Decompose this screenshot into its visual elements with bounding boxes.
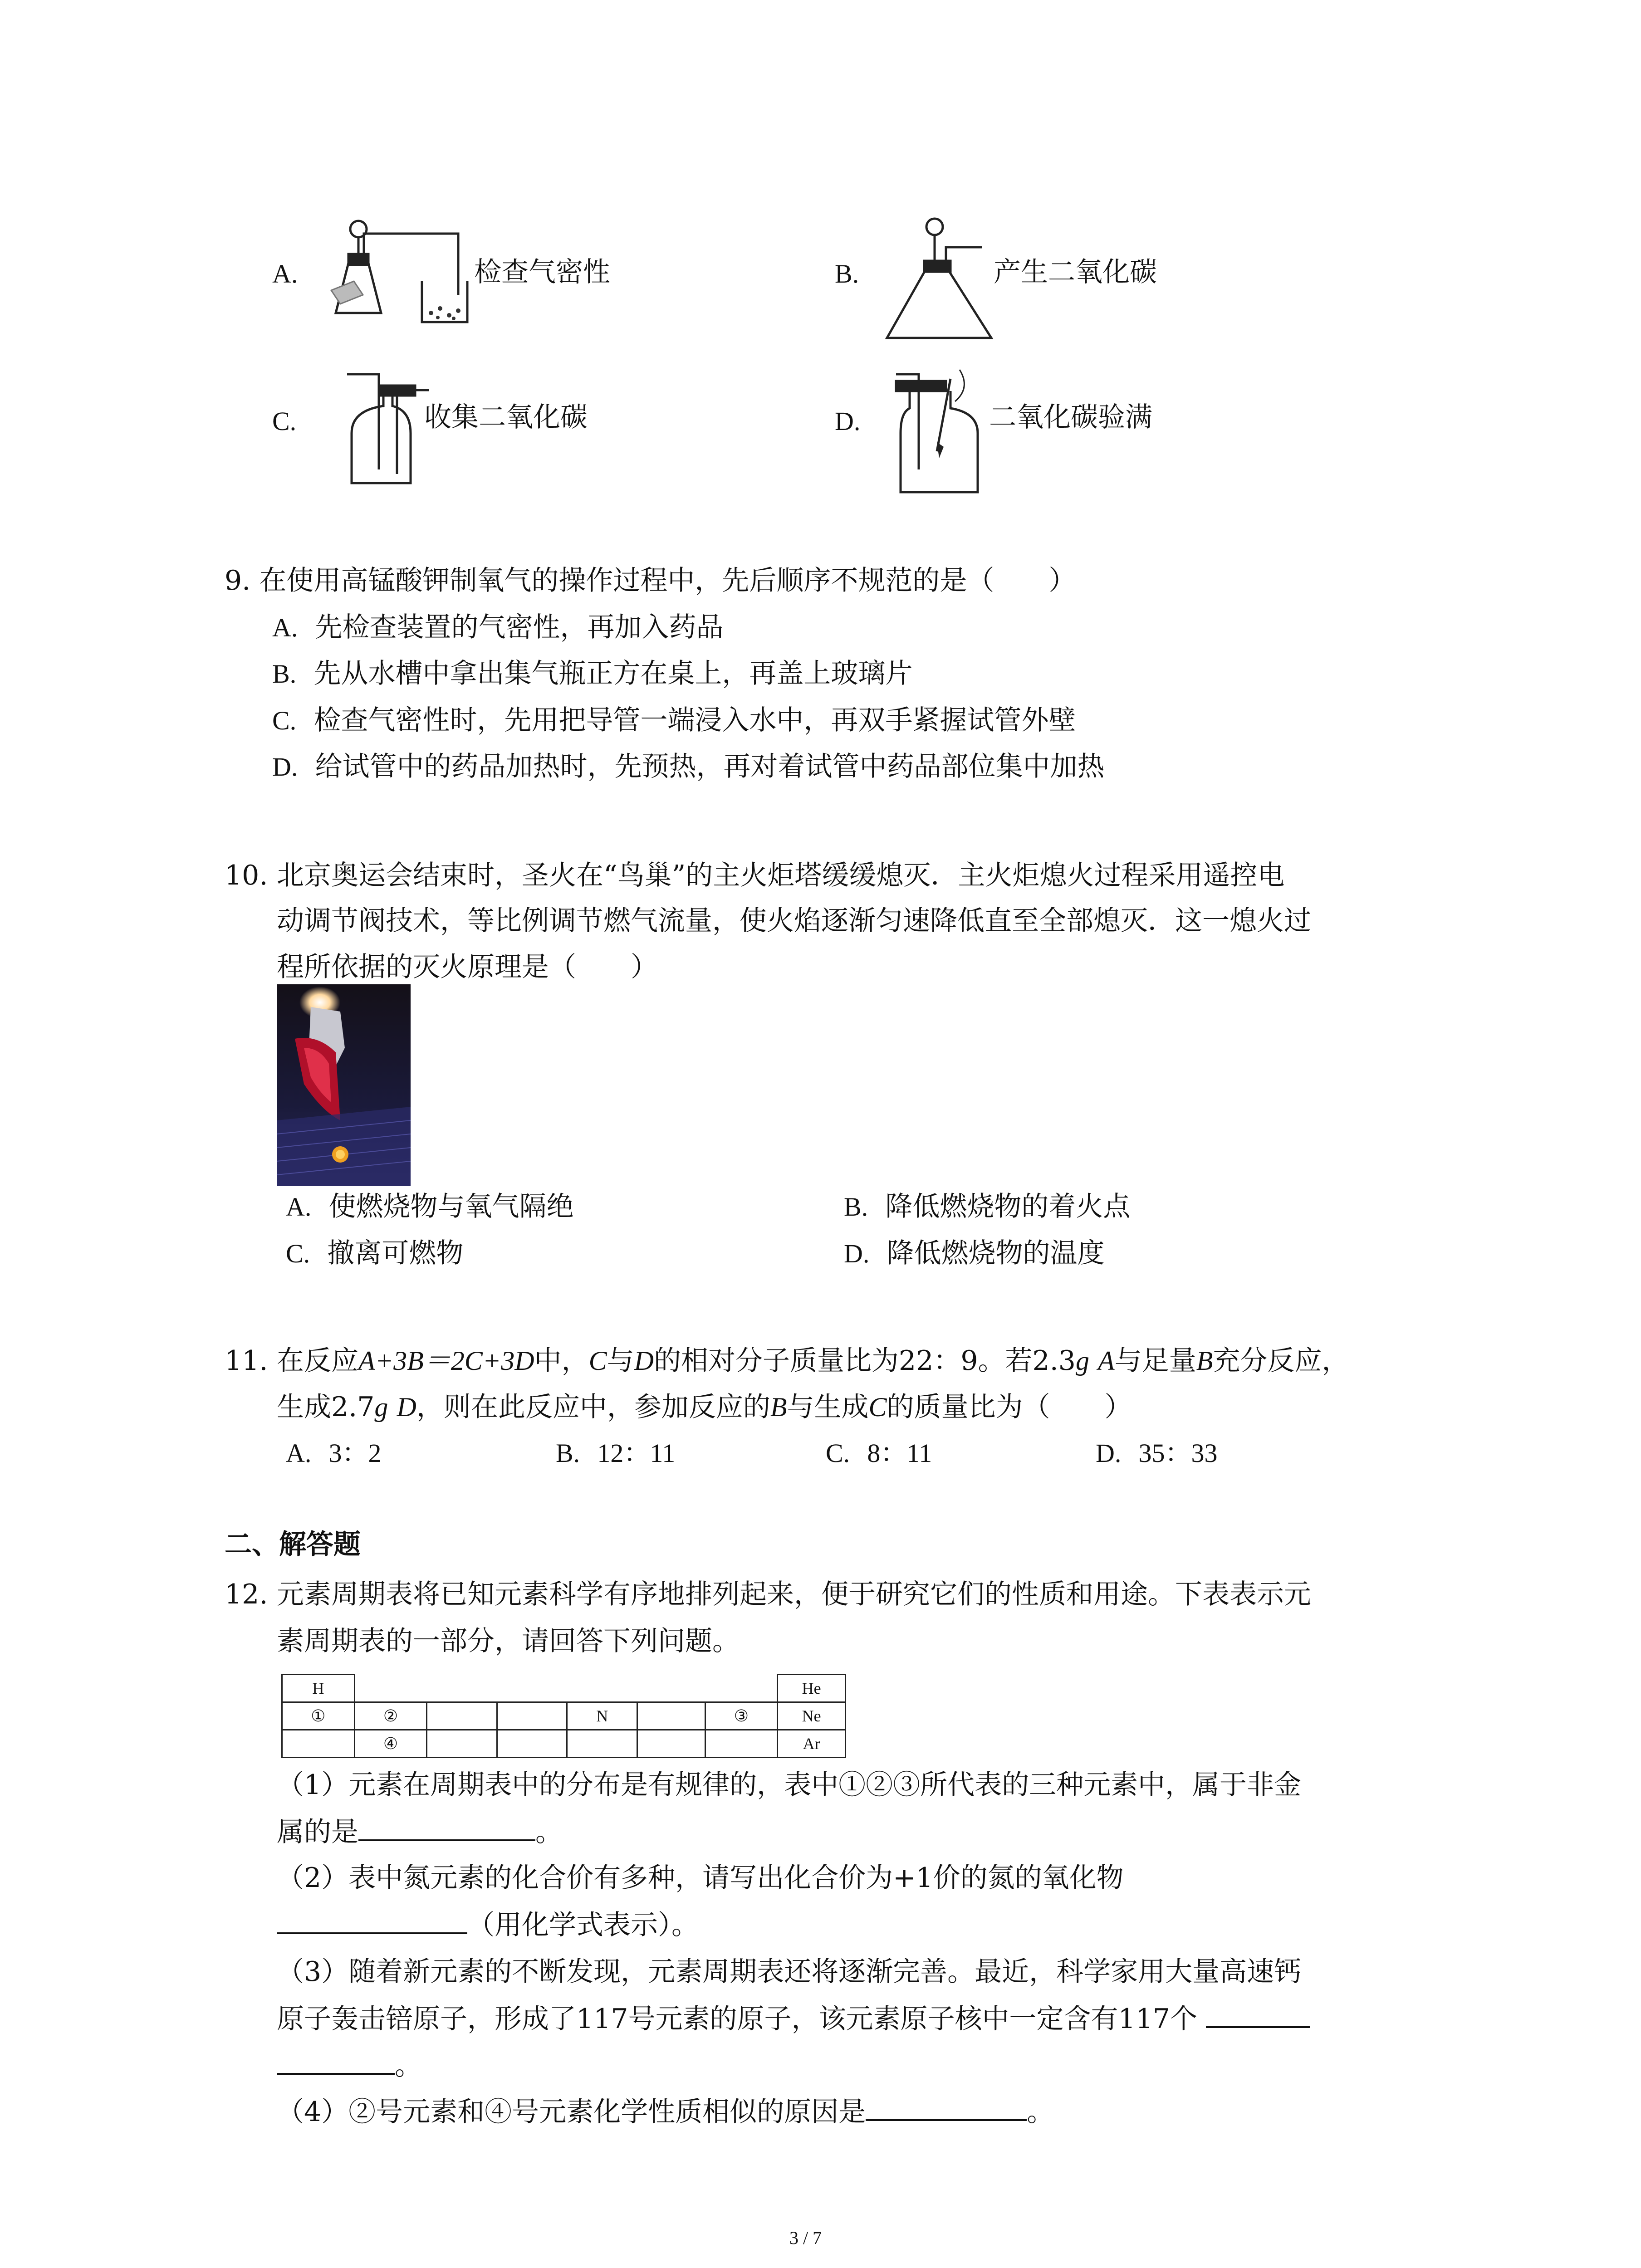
q12-sub1-line-1: （1）元素在周期表中的分布是有规律的，表中①②③所代表的三种元素中，属于非金 <box>277 1769 1302 1801</box>
answer-blank-1[interactable] <box>358 1816 535 1841</box>
q11-number: 11. <box>225 1345 268 1377</box>
section-title: 二、解答题 <box>225 1529 361 1560</box>
cell-1: ① <box>282 1702 355 1730</box>
q9-option-c: C. 检查气密性时，先用把导管一端浸入水中，再双手紧握试管外壁 <box>272 704 1076 736</box>
cell-ar: Ar <box>778 1730 846 1758</box>
page-number: 3 / 7 <box>789 2228 822 2248</box>
cell-he: He <box>778 1675 846 1702</box>
q8-option-d-text: 二氧化碳验满 <box>989 401 1152 433</box>
q8-option-a-text: 检查气密性 <box>474 256 610 288</box>
q9-option-b: B. 先从水槽中拿出集气瓶正方在桌上，再盖上玻璃片 <box>272 658 913 689</box>
gas-collection-bottle-icon <box>338 361 429 492</box>
q8-option-a-label: A. <box>272 259 298 288</box>
q11-option-d: D. 35：33 <box>1096 1438 1218 1468</box>
cell-2: ② <box>354 1702 427 1730</box>
q10-option-a: A. 使燃烧物与氧气隔绝 <box>286 1191 574 1222</box>
q9-stem <box>225 565 1076 596</box>
cell-4: ④ <box>354 1730 427 1758</box>
q11-stem-line-2: 生成2.7g D，则在此反应中，参加反应的B与生成C的质量比为（ ） <box>277 1391 1132 1423</box>
q9-number: 9. <box>225 565 251 596</box>
answer-blank-3a[interactable] <box>1206 2003 1310 2028</box>
cell-3: ③ <box>705 1702 778 1730</box>
q12-sub3-line-2: 原子轰击锫原子，形成了117号元素的原子，该元素原子核中一定含有117个 <box>277 2003 1310 2035</box>
q12-stem-line-1: 元素周期表将已知元素科学有序地排列起来，便于研究它们的性质和用途。下表表示元 <box>277 1579 1311 1610</box>
q12-sub1-line-2: 属的是 。 <box>277 1816 563 1848</box>
q12-number: 12. <box>225 1579 268 1610</box>
q11-option-a: A. 3：2 <box>286 1438 382 1468</box>
cell-h: H <box>282 1675 355 1702</box>
answer-blank-2[interactable] <box>277 1909 467 1934</box>
q8-option-c-label: C. <box>272 406 297 436</box>
q11-option-b: B. 12：11 <box>556 1438 676 1468</box>
answer-blank-3b[interactable] <box>277 2049 395 2075</box>
q12-sub2-line-2: （用化学式表示）。 <box>277 1909 699 1941</box>
answer-blank-4[interactable] <box>866 2096 1027 2121</box>
q10-number: 10. <box>225 860 268 891</box>
table-row <box>282 1702 846 1730</box>
q10-stem-line-2: 动调节阀技术，等比例调节燃气流量，使火焰逐渐匀速降低直至全部熄灭．这一熄火过 <box>277 905 1311 937</box>
q12-sub3-line-1: （3）随着新元素的不断发现，元素周期表还将逐渐完善。最近，科学家用大量高速钙 <box>277 1956 1302 1988</box>
empty-span <box>354 1675 778 1702</box>
q11-option-c: C. 8：11 <box>826 1438 932 1468</box>
q12-sub4-line: （4）②号元素和④号元素化学性质相似的原因是 。 <box>277 2096 1054 2128</box>
q10-stem-line-3: 程所依据的灭火原理是（ ） <box>277 951 658 983</box>
periodic-table-excerpt <box>281 1674 846 1758</box>
cell-ne: Ne <box>778 1702 846 1730</box>
table-row <box>282 1730 846 1758</box>
q12-sub2-line-1: （2）表中氮元素的化合价有多种，请写出化合价为+1价的氮的氧化物 <box>277 1862 1124 1894</box>
q9-option-a: A. 先检查装置的气密性，再加入药品 <box>272 611 724 643</box>
q9-stem-text: 在使用高锰酸钾制氧气的操作过程中，先后顺序不规范的是（ ） <box>259 565 1076 596</box>
table-row <box>282 1675 846 1702</box>
q9-option-d: D. 给试管中的药品加热时，先预热，再对着试管中药品部位集中加热 <box>272 751 1105 782</box>
q12-stem-line-2: 素周期表的一部分，请回答下列问题。 <box>277 1625 740 1657</box>
airtightness-check-apparatus-icon <box>313 218 476 345</box>
q8-option-b-label: B. <box>835 259 859 288</box>
carbon-dioxide-generator-icon <box>882 215 1000 347</box>
q10-option-c: C. 撤离可燃物 <box>286 1237 464 1269</box>
cell-n: N <box>567 1702 637 1730</box>
q10-stem-line-1: 北京奥运会结束时，圣火在“鸟巢”的主火炬塔缓缓熄灭．主火炬熄火过程采用遥控电 <box>277 860 1285 891</box>
olympic-torch-photo <box>277 984 411 1186</box>
co2-full-test-bottle-icon <box>892 361 996 497</box>
q10-option-d: D. 降低燃烧物的温度 <box>844 1237 1105 1269</box>
q8-option-b-text: 产生二氧化碳 <box>994 256 1157 288</box>
q10-option-b: B. 降低燃烧物的着火点 <box>844 1191 1131 1222</box>
q11-stem-line-1: 在反应A+3B＝2C+3D中，C与D的相对分子质量比为22：9。若2.3g A与足量B充分反应， <box>277 1345 1349 1377</box>
q8-option-d-label: D. <box>835 406 861 436</box>
q8-option-c-text: 收集二氧化碳 <box>424 401 588 433</box>
q12-sub3-line-3: 。 <box>277 2049 422 2082</box>
